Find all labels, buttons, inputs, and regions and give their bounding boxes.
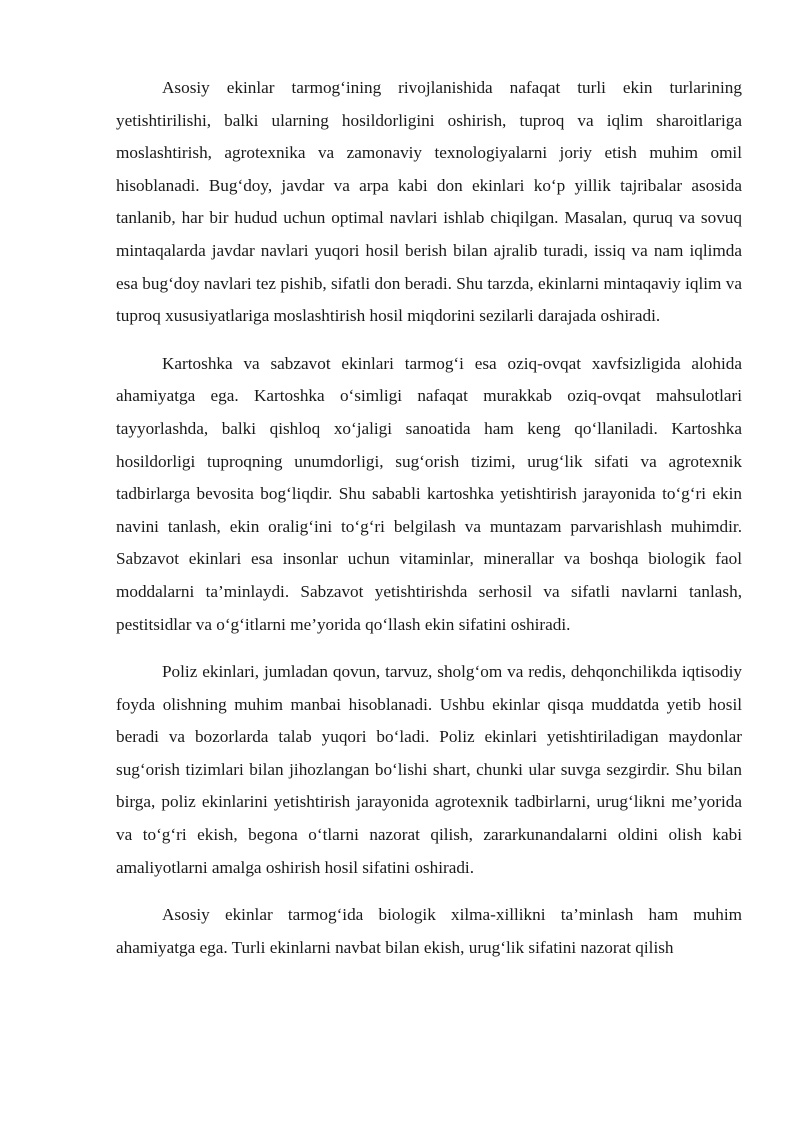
paragraph-potato-vegetables: Kartoshka va sabzavot ekinlari tarmog‘i esa oziq-ovqat xavfsizligida alohida ahamiyatga ega. Kartoshka o‘simligi nafaqat murakkab oziq-ovqat mahsulotlari tayyorlashda, balki qishloq xo‘jaligi sanoatida ham keng qo‘llaniladi. Kartoshka hosildorligi tuproqning unumdorligi, sug‘orish tizimi, urug‘lik sifati va agrotexnik tadbirlarga bevosita bog‘liqdir. Shu sababli kartoshka yetishtirish jarayonida to‘g‘ri ekin navini tanlash, ekin oralig‘ini to‘g‘ri belgilash va muntazam parvarishlash muhimdir. Sabzavot ekinlari esa insonlar uchun vitaminlar, minerallar va boshqa biologik faol moddalarni ta’minlaydi. Sabzavot yetishtirishda serhosil va sifatli navlarni tanlash, pestitsidlar va o‘g‘itlarni me’yorida qo‘llash ekin sifatini oshiradi. [116,353,742,634]
paragraph-grain-crops: Asosiy ekinlar tarmog‘ining rivojlanishida nafaqat turli ekin turlarining yetishtirilishi, balki ularning hosildorligini oshirish, tuproq va iqlim sharoitlariga moslashtirish, agrotexnika va zamonaviy texnologiyalarni joriy etish muhim omil hisoblanadi. Bug‘doy, javdar va arpa kabi don ekinlari ko‘p yillik tajribalar asosida tanlanib, har bir hudud uchun optimal navlari ishlab chiqilgan. Masalan, quruq va sovuq mintaqalarda javdar navlari yuqori hosil berish bilan ajralib turadi, issiq va nam iqlimda esa bug‘doy navlari tez pishib, sifatli don beradi. Shu tarzda, ekinlarni mintaqaviy iqlim va tuproq xususiyatlariga moslashtirish hosil miqdorini sezilarli darajada oshiradi. [116,78,742,326]
paragraph-melon-crops: Poliz ekinlari, jumladan qovun, tarvuz, sholg‘om va redis, dehqonchilikda iqtisodiy foyda olishning muhim manbai hisoblanadi. Ushbu ekinlar qisqa muddatda yetib hosil beradi va bozorlarda talab yuqori bo‘ladi. Poliz ekinlari yetishtiriladigan maydonlar sug‘orish tizimlari bilan jihozlangan bo‘lishi shart, chunki ular suvga sezgirdir. Shu bilan birga, poliz ekinlarini yetishtirish jarayonida agrotexnik tadbirlarni, urug‘likni me’yorida va to‘g‘ri ekish, begona o‘tlarni nazorat qilish, zararkunandalarni oldini olish kabi amaliyotlarni amalga oshirish hosil sifatini oshiradi. [116,662,742,877]
paragraph-biodiversity: Asosiy ekinlar tarmog‘ida biologik xilma-xillikni ta’minlash ham muhim ahamiyatga ega. Turli ekinlarni navbat bilan ekish, urug‘lik sifatini nazorat qilish [116,905,742,957]
document-page [116,72,742,979]
